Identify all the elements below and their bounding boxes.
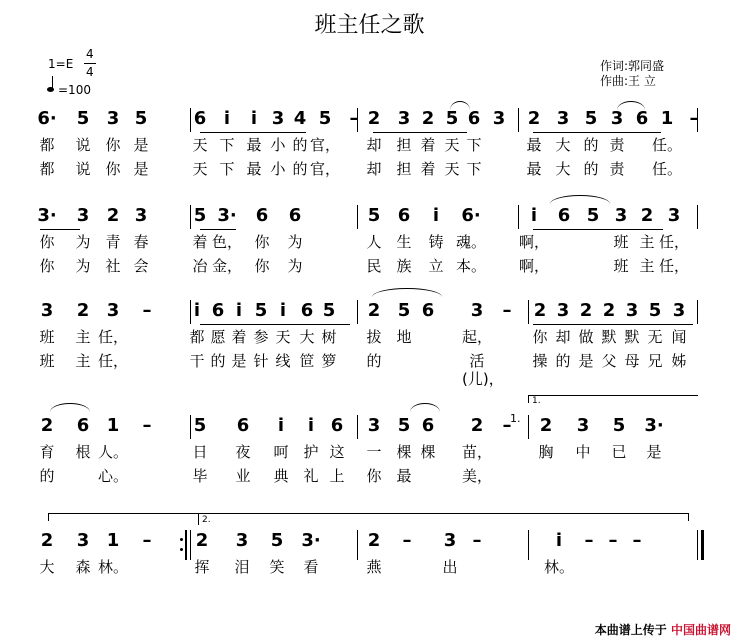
lyric-syllable: 啊， [519, 233, 550, 251]
lyric-syllable: 兄 [647, 352, 663, 370]
lyric-syllable: 大 [39, 558, 55, 576]
slur [50, 403, 90, 412]
lyric-syllable: 胸 [538, 443, 554, 461]
lyric-syllable: 棵 [396, 443, 412, 461]
lyric-syllable: 育 [39, 443, 55, 461]
lyric-syllable: 你 [532, 328, 548, 346]
lyric-syllable: 已 [611, 443, 627, 461]
lyric-syllable: 却 [366, 136, 382, 154]
lyric-syllable: 看 [303, 558, 319, 576]
note: 6 [76, 415, 90, 436]
lyric-syllable: 却 [555, 328, 571, 346]
note: 6 [330, 415, 344, 436]
note: – [349, 108, 359, 129]
lyric-syllable: 活(儿)， [462, 352, 504, 388]
note: i [307, 415, 315, 436]
note: – [402, 530, 412, 551]
lyric-syllable: 说 [75, 136, 91, 154]
note: 2 [527, 108, 541, 129]
note: 6 [421, 415, 435, 436]
bracket-hook [688, 513, 689, 521]
lyric-syllable: 出 [442, 558, 458, 576]
note: 3 [76, 205, 90, 226]
upload-footer [595, 621, 731, 638]
note: – [584, 530, 594, 551]
footer-prefix: 本曲谱上传于 [594, 623, 667, 637]
lyric-syllable: 主 [75, 328, 91, 346]
lyric-syllable: 班 [39, 352, 55, 370]
lyric-syllable: 为 [287, 257, 303, 275]
note: 3· [37, 205, 57, 226]
lyric-syllable: 你 [254, 257, 270, 275]
lyric-syllable: 做 [578, 328, 594, 346]
note: 6 [635, 108, 649, 129]
note: 1 [660, 108, 674, 129]
note: i [279, 300, 287, 321]
lyric-syllable: 人。 [98, 443, 129, 461]
note: 3 [443, 530, 457, 551]
note: i [277, 415, 285, 436]
tempo-mark: =100 [58, 83, 91, 97]
note: i [555, 530, 563, 551]
note: 3 [614, 205, 628, 226]
lyric-syllable: 根 [75, 443, 91, 461]
note: 3 [470, 300, 484, 321]
note: 5 [318, 108, 332, 129]
lyric-syllable: 参 [253, 328, 269, 346]
note: – [632, 530, 642, 551]
lyric-syllable: 金， [212, 257, 243, 275]
slur [372, 288, 442, 297]
lyric-syllable: 着 [420, 160, 436, 178]
note: i [235, 300, 243, 321]
lyric-syllable: 干 [189, 352, 205, 370]
lyric-syllable: 都 [189, 328, 205, 346]
beam [40, 229, 80, 230]
note: 2 [367, 108, 381, 129]
lyric-syllable: 你 [105, 136, 121, 154]
note: 4 [293, 108, 307, 129]
lyric-syllable: 林。 [544, 558, 575, 576]
lyric-syllable: 任， [659, 233, 690, 251]
note: 5 [445, 108, 459, 129]
lyric-syllable: 为 [75, 257, 91, 275]
lyric-syllable: 小 [270, 160, 286, 178]
note: 3 [556, 108, 570, 129]
lyric-syllable: 民 [366, 257, 382, 275]
lyric-syllable: 树 [321, 328, 337, 346]
lyric-syllable: 生 [396, 233, 412, 251]
lyric-syllable: 着 [420, 136, 436, 154]
lyric-syllable: 班 [613, 233, 629, 251]
lyric-syllable: 都 [39, 136, 55, 154]
lyric-syllable: 的 [292, 160, 308, 178]
beam [200, 324, 350, 325]
note: 3 [106, 300, 120, 321]
note: 5 [367, 205, 381, 226]
note: 3 [397, 108, 411, 129]
lyric-syllable: 起， [462, 328, 493, 346]
note: 2 [106, 205, 120, 226]
lyric-syllable: 礼 [303, 467, 319, 485]
note: 2 [421, 108, 435, 129]
note: 5 [322, 300, 336, 321]
lyric-syllable: 线 [275, 352, 291, 370]
note: 2 [367, 300, 381, 321]
note: 6 [193, 108, 207, 129]
lyric-syllable: 大 [555, 160, 571, 178]
note: 5 [193, 415, 207, 436]
lyric-syllable: 母 [624, 352, 640, 370]
note: 6 [236, 415, 250, 436]
note: 6· [461, 205, 481, 226]
lyric-syllable: 这 [329, 443, 345, 461]
volta-end-marker: 1. [510, 412, 521, 425]
note: 3 [76, 530, 90, 551]
lyric-syllable: 下 [466, 136, 482, 154]
lyric-syllable: 青 [105, 233, 121, 251]
note: 2 [367, 530, 381, 551]
final-barline [701, 530, 704, 560]
note: 3 [672, 300, 686, 321]
lyric-syllable: 却 [366, 160, 382, 178]
lyric-syllable: 的 [583, 160, 599, 178]
note: – [608, 530, 618, 551]
lyric-syllable: 挥 [194, 558, 210, 576]
lyric-syllable: 社 [105, 257, 121, 275]
lyric-syllable: 一 [366, 443, 382, 461]
beam [533, 324, 693, 325]
lyric-syllable: 森 [75, 558, 91, 576]
lyric-syllable: 苗， [462, 443, 493, 461]
note: 6 [211, 300, 225, 321]
lyric-syllable: 着 [192, 233, 208, 251]
lyric-syllable: 上 [329, 467, 345, 485]
lyric-syllable: 毕 [192, 467, 208, 485]
note: – [472, 530, 482, 551]
note: i [530, 205, 538, 226]
barline [357, 415, 358, 439]
lyric-syllable: 林。 [98, 558, 129, 576]
note: 2 [470, 415, 484, 436]
lyric-syllable: 大 [299, 328, 315, 346]
note: – [502, 415, 512, 436]
lyric-syllable: 地 [396, 328, 412, 346]
lyric-syllable: 下 [219, 160, 235, 178]
lyric-syllable: 操 [532, 352, 548, 370]
note: 5 [397, 415, 411, 436]
note: 3 [625, 300, 639, 321]
beam [200, 132, 306, 133]
lyric-syllable: 冶 [192, 257, 208, 275]
lyric-syllable: 心。 [98, 467, 129, 485]
barline [357, 530, 358, 560]
lyric-syllable: 日 [192, 443, 208, 461]
lyric-syllable: 业 [235, 467, 251, 485]
note: 2 [539, 415, 553, 436]
note: – [142, 530, 152, 551]
lyric-syllable: 铸 [428, 233, 444, 251]
note: 3 [40, 300, 54, 321]
lyric-syllable: 你 [39, 257, 55, 275]
lyric-syllable: 的 [583, 136, 599, 154]
composer-credit: 作曲:王 立 [600, 74, 656, 88]
note: 2 [40, 530, 54, 551]
lyric-syllable: 主 [75, 352, 91, 370]
lyric-syllable: 泪 [234, 558, 250, 576]
lyric-syllable: 官， [310, 160, 341, 178]
lyric-syllable: 典 [273, 467, 289, 485]
lyric-syllable: 愿 [210, 328, 226, 346]
lyric-syllable: 说 [75, 160, 91, 178]
lyric-syllable: 人 [366, 233, 382, 251]
lyric-syllable: 的 [39, 467, 55, 485]
lyric-syllable: 主 [639, 257, 655, 275]
slur [550, 195, 610, 204]
time-signature-top: 4 [86, 47, 94, 61]
lyric-syllable: 天 [192, 136, 208, 154]
lyric-syllable: 担 [396, 136, 412, 154]
note: 5 [134, 108, 148, 129]
note: 3 [367, 415, 381, 436]
note: 2 [195, 530, 209, 551]
lyric-syllable: 姊 [671, 352, 687, 370]
lyric-syllable: 会 [133, 257, 149, 275]
lyric-syllable: 为 [75, 233, 91, 251]
lyric-syllable: 天 [192, 160, 208, 178]
lyric-syllable: 魂。 [456, 233, 487, 251]
note: 6· [37, 108, 57, 129]
note: 3 [576, 415, 590, 436]
lyric-syllable: 担 [396, 160, 412, 178]
lyric-syllable: 的 [366, 352, 382, 370]
lyric-syllable: 拔 [366, 328, 382, 346]
lyric-syllable: 的 [292, 136, 308, 154]
time-signature-line [84, 63, 96, 64]
note: 3 [235, 530, 249, 551]
lyric-syllable: 任， [98, 328, 129, 346]
note: 3· [217, 205, 237, 226]
volta-bracket-2-hook [198, 513, 199, 525]
lyric-syllable: 本。 [456, 257, 487, 275]
key-signature: 1=E [48, 57, 74, 71]
beam [533, 132, 661, 133]
lyric-syllable: 呵 [273, 443, 289, 461]
note: 3· [301, 530, 321, 551]
note: 2 [579, 300, 593, 321]
note: 5 [584, 108, 598, 129]
note: i [223, 108, 231, 129]
note: – [142, 300, 152, 321]
note: 2 [76, 300, 90, 321]
lyric-syllable: 主 [639, 233, 655, 251]
lyric-syllable: 责 [609, 160, 625, 178]
lyric-syllable: 笑 [269, 558, 285, 576]
barline [697, 205, 698, 229]
lyric-syllable: 大 [555, 136, 571, 154]
lyric-syllable: 夜 [235, 443, 251, 461]
note: 6 [288, 205, 302, 226]
note: 5 [397, 300, 411, 321]
lyric-syllable: 官， [310, 136, 341, 154]
lyric-syllable: 是 [646, 443, 662, 461]
note: 2 [533, 300, 547, 321]
note: 6 [421, 300, 435, 321]
lyricist-credit: 作词:郭同盛 [600, 59, 665, 73]
lyric-syllable: 小 [270, 136, 286, 154]
lyric-syllable: 天 [275, 328, 291, 346]
note: 6 [300, 300, 314, 321]
lyric-syllable: 任， [98, 352, 129, 370]
lyric-syllable: 闻 [671, 328, 687, 346]
note: 3 [610, 108, 624, 129]
lyric-syllable: 春 [133, 233, 149, 251]
lyric-syllable: 为 [287, 233, 303, 251]
barline [697, 530, 698, 560]
lyric-syllable: 父 [601, 352, 617, 370]
slur [410, 403, 440, 412]
lyric-syllable: 默 [601, 328, 617, 346]
lyric-syllable: 中 [575, 443, 591, 461]
lyric-syllable: 色， [212, 233, 243, 251]
lyric-syllable: 的 [555, 352, 571, 370]
lyric-syllable: 的 [210, 352, 226, 370]
note: 3 [556, 300, 570, 321]
lyric-syllable: 你 [366, 467, 382, 485]
note: 3 [271, 108, 285, 129]
lyric-syllable: 天 [444, 160, 460, 178]
barline [697, 300, 698, 324]
beam [373, 132, 467, 133]
beam [200, 229, 236, 230]
note: 5 [612, 415, 626, 436]
lyric-syllable: 默 [624, 328, 640, 346]
lyric-syllable: 是 [133, 136, 149, 154]
repeat-dot [180, 538, 183, 541]
note: 3 [134, 205, 148, 226]
beam [533, 229, 663, 230]
lyric-syllable: 最 [246, 136, 262, 154]
lyric-syllable: 燕 [366, 558, 382, 576]
lyric-syllable: 下 [466, 160, 482, 178]
note: – [502, 300, 512, 321]
note: 5 [193, 205, 207, 226]
staff-top-line [48, 513, 688, 514]
lyric-syllable: 最 [246, 160, 262, 178]
song-title: 班主任之歌 [314, 13, 425, 38]
barline [528, 530, 529, 560]
lyric-syllable: 你 [254, 233, 270, 251]
note: 5 [586, 205, 600, 226]
note: i [250, 108, 258, 129]
quarter-note-icon [47, 87, 54, 92]
lyric-syllable: 针 [253, 352, 269, 370]
lyric-syllable: 美， [462, 467, 493, 485]
volta-bracket-1 [528, 395, 698, 396]
site-logo[interactable]: 中国曲谱网 [670, 623, 731, 637]
note: 5 [648, 300, 662, 321]
lyric-syllable: 都 [39, 160, 55, 178]
lyric-syllable: 下 [219, 136, 235, 154]
note: 3· [644, 415, 664, 436]
note: 6 [557, 205, 571, 226]
note: – [142, 415, 152, 436]
note: 3 [492, 108, 506, 129]
lyric-syllable: 护 [303, 443, 319, 461]
note: 1 [106, 415, 120, 436]
lyric-syllable: 无 [647, 328, 663, 346]
lyric-syllable: 箩 [321, 352, 337, 370]
note: i [193, 300, 201, 321]
lyric-syllable: 最 [526, 160, 542, 178]
lyric-syllable: 立 [428, 257, 444, 275]
note: 6 [467, 108, 481, 129]
lyric-syllable: 责 [609, 136, 625, 154]
lyric-syllable: 任。 [652, 136, 683, 154]
volta-bracket-1-hook [528, 395, 529, 403]
note: 5 [254, 300, 268, 321]
note: – [689, 108, 699, 129]
lyric-syllable: 班 [39, 328, 55, 346]
barline [357, 300, 358, 324]
note: 3 [667, 205, 681, 226]
lyric-syllable: 任。 [652, 160, 683, 178]
lyric-syllable: 最 [526, 136, 542, 154]
note: 2 [40, 415, 54, 436]
barline [357, 205, 358, 229]
lyric-syllable: 任， [659, 257, 690, 275]
note: 2 [640, 205, 654, 226]
note: 5 [76, 108, 90, 129]
lyric-syllable: 着 [231, 328, 247, 346]
note: 2 [602, 300, 616, 321]
lyric-syllable: 是 [133, 160, 149, 178]
barline [528, 415, 529, 439]
note: 5 [270, 530, 284, 551]
note: 6 [397, 205, 411, 226]
lyric-syllable: 笸 [299, 352, 315, 370]
lyric-syllable: 你 [39, 233, 55, 251]
lyric-syllable: 棵 [420, 443, 436, 461]
time-signature-bottom: 4 [86, 65, 94, 79]
note: 1 [106, 530, 120, 551]
bracket-hook [48, 513, 49, 521]
volta-2-label: 2. [202, 515, 211, 525]
lyric-syllable: 天 [444, 136, 460, 154]
lyric-syllable: 你 [105, 160, 121, 178]
note: 3 [106, 108, 120, 129]
lyric-syllable: 啊， [519, 257, 550, 275]
note: i [432, 205, 440, 226]
lyric-syllable: 是 [231, 352, 247, 370]
lyric-syllable: 族 [396, 257, 412, 275]
lyric-syllable: 班 [613, 257, 629, 275]
note: 6 [255, 205, 269, 226]
volta-1-label: 1. [532, 396, 541, 406]
repeat-dot [180, 548, 183, 551]
lyric-syllable: 是 [578, 352, 594, 370]
lyric-syllable: 最 [396, 467, 412, 485]
